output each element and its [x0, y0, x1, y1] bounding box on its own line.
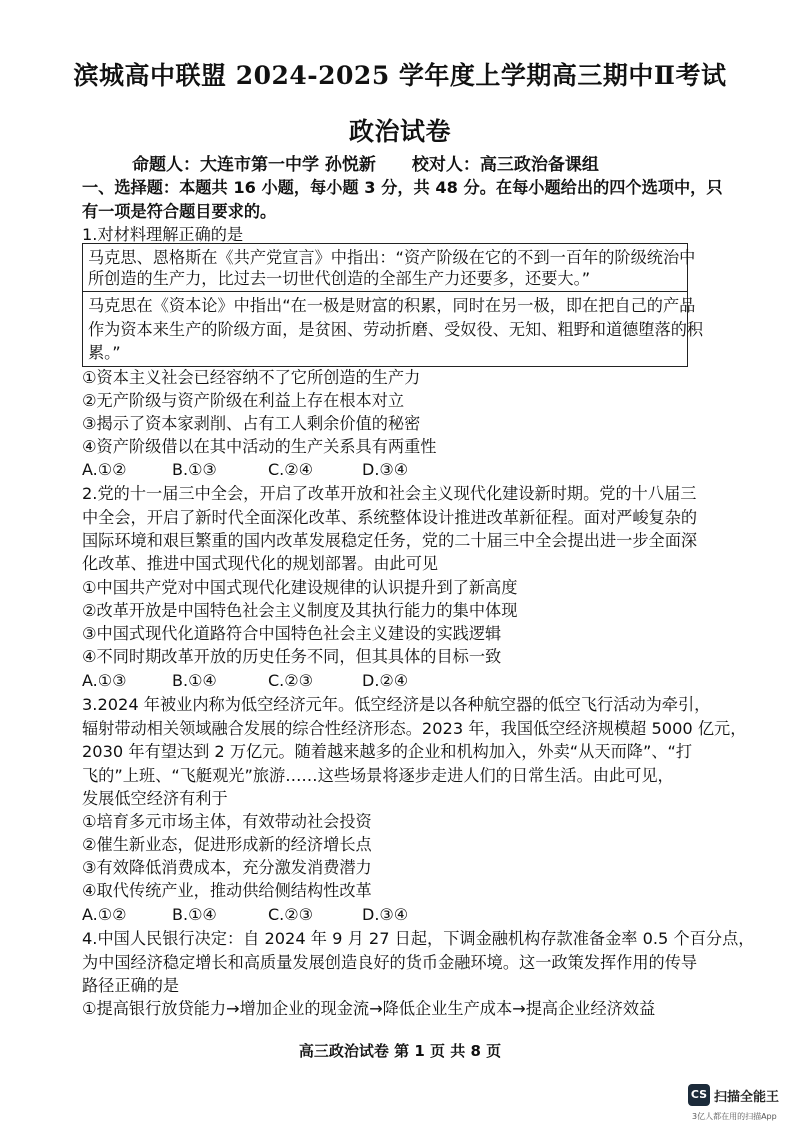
q2-stem-line: 2.党的十一届三中全会，开启了改革开放和社会主义现代化建设新时期。党的十八届三 — [82, 484, 697, 503]
q1-stem: 1.对材料理解正确的是 — [82, 225, 244, 244]
q3-stem-line: 发展低空经济有利于 — [82, 789, 228, 808]
q1-material-1-line: 马克思、恩格斯在《共产党宣言》中指出：“资产阶级在它的不到一百年的阶级统治中 — [88, 248, 696, 267]
q1-item: ①资本主义社会已经容纳不了它所创造的生产力 — [82, 368, 421, 387]
q4-stem-line: 为中国经济稳定增长和高质量发展创造良好的货币金融环境。这一政策发挥作用的传导 — [82, 953, 698, 972]
q3-option-b[interactable]: B.①④ — [172, 905, 217, 924]
q4-stem-line: 4.中国人民银行决定：自 2024 年 9 月 27 日起，下调金融机构存款准备金率 0.5 个百分点， — [82, 929, 755, 948]
q2-option-d[interactable]: D.②④ — [362, 671, 409, 690]
q1-option-a[interactable]: A.①② — [82, 460, 127, 479]
section-heading-cont: 有一项是符合题目要求的。 — [82, 202, 277, 221]
camscanner-logo-icon: CS — [688, 1084, 710, 1106]
watermark-brand: 扫描全能王 — [714, 1090, 780, 1105]
q1-material-2-line: 马克思在《资本论》中指出“在一极是财富的积累，同时在另一极，即在把自己的产品 — [88, 296, 696, 315]
q3-item: ①培育多元市场主体，有效带动社会投资 — [82, 812, 372, 831]
q2-item: ②改革开放是中国特色社会主义制度及其执行能力的集中体现 — [82, 601, 518, 620]
exam-subject: 政治试卷 — [348, 117, 451, 146]
q2-stem-line: 化改革、推进中国式现代化的规划部署。由此可见 — [82, 554, 439, 573]
q2-item: ①中国共产党对中国式现代化建设规律的认识提升到了新高度 — [82, 578, 518, 597]
q1-item: ④资产阶级借以在其中活动的生产关系具有两重性 — [82, 437, 437, 456]
q2-option-c[interactable]: C.②③ — [268, 671, 313, 690]
q3-item: ③有效降低消费成本，充分激发消费潜力 — [82, 858, 372, 877]
q3-stem-line: 飞的”上班、“飞艇观光”旅游……这些场景将逐步走进人们的日常生活。由此可见， — [82, 766, 674, 785]
scanner-watermark — [688, 1084, 798, 1128]
q3-item: ④取代传统产业，推动供给侧结构性改革 — [82, 881, 372, 900]
q3-option-c[interactable]: C.②③ — [268, 905, 313, 924]
q3-stem-line: 3.2024 年被业内称为低空经济元年。低空经济是以各种航空器的低空飞行活动为牵引， — [82, 695, 711, 714]
q3-item: ②催生新业态，促进形成新的经济增长点 — [82, 835, 372, 854]
q1-material-1-line: 所创造的生产力，比过去一切世代创造的全部生产力还要多，还要大。” — [88, 269, 591, 288]
q1-material-2-line: 作为资本来生产的阶级方面，是贫困、劳动折磨、受奴役、无知、粗野和道德堕落的积 — [88, 320, 704, 339]
q3-stem-line: 辐射带动相关领域融合发展的综合性经济形态。2023 年，我国低空经济规模超 5000 亿元， — [82, 719, 747, 738]
watermark-subtitle: 3亿人都在用的扫描App — [692, 1112, 777, 1121]
q1-item: ②无产阶级与资产阶级在利益上存在根本对立 — [82, 391, 405, 410]
q2-option-b[interactable]: B.①④ — [172, 671, 217, 690]
section-heading: 一、选择题：本题共 16 小题，每小题 3 分，共 48 分。在每小题给出的四个选项中，只 — [82, 178, 723, 197]
q1-option-c[interactable]: C.②④ — [268, 460, 313, 479]
q1-option-d[interactable]: D.③④ — [362, 460, 409, 479]
q2-option-a[interactable]: A.①③ — [82, 671, 127, 690]
author-line — [132, 150, 599, 175]
page-footer: 高三政治试卷 第 1 页 共 8 页 — [298, 1042, 502, 1060]
exam-title: 滨城高中联盟 2024-2025 学年度上学期高三期中Ⅱ考试 — [73, 61, 727, 90]
q1-option-b[interactable]: B.①③ — [172, 460, 217, 479]
q2-item: ③中国式现代化道路符合中国特色社会主义建设的实践逻辑 — [82, 624, 502, 643]
q2-stem-line: 中全会，开启了新时代全面深化改革、系统整体设计推进改革新征程。面对严峻复杂的 — [82, 508, 698, 527]
q1-item: ③揭示了资本家剥削、占有工人剩余价值的秘密 — [82, 414, 421, 433]
q2-stem-line: 国际环境和艰巨繁重的国内改革发展稳定任务，党的二十届三中全会提出进一步全面深 — [82, 531, 698, 550]
reviewer: 校对人：高三政治备课组 — [411, 155, 599, 175]
q1-material-2-line: 累。” — [88, 343, 121, 362]
author: 命题人：大连市第一中学 孙悦新 — [132, 155, 376, 175]
q3-option-a[interactable]: A.①② — [82, 905, 127, 924]
q3-stem-line: 2030 年有望达到 2 万亿元。随着越来越多的企业和机构加入，外卖“从天而降”、“打 — [82, 742, 693, 761]
q4-item: ①提高银行放贷能力→增加企业的现金流→降低企业生产成本→提高企业经济效益 — [82, 999, 656, 1018]
q2-item: ④不同时期改革开放的历史任务不同，但其具体的目标一致 — [82, 647, 502, 666]
q3-option-d[interactable]: D.③④ — [362, 905, 409, 924]
q4-stem-line: 路径正确的是 — [82, 976, 180, 995]
